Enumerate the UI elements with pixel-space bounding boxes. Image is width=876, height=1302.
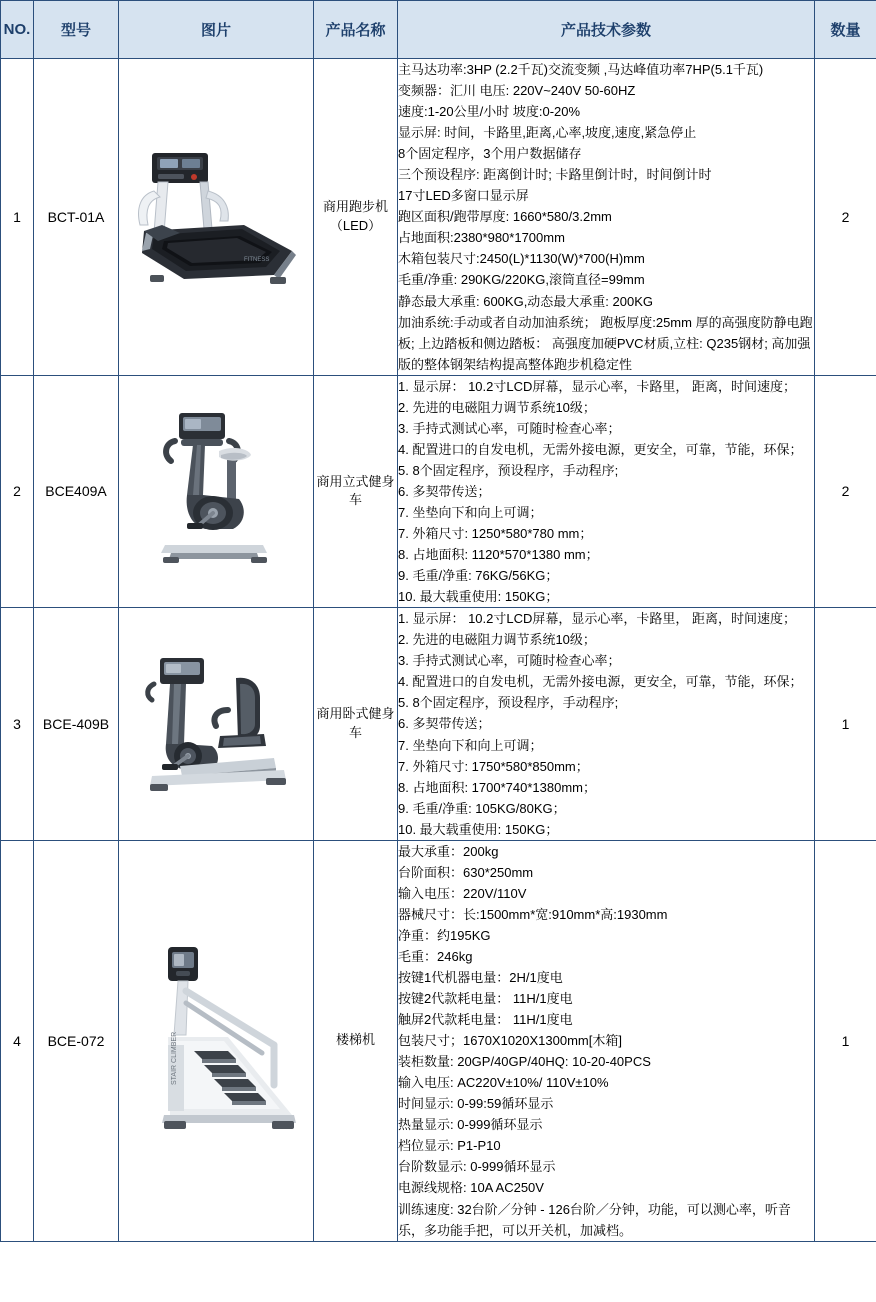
spec-line: 触屏2代款耗电量： 11H/1度电 (398, 1012, 573, 1028)
spec-line: 1. 显示屏： 10.2寸LCD屏幕，显示心率，卡路里， 距离，时间速度； (398, 378, 796, 394)
spec-line: 装柜数量: 20GP/40GP/40HQ: 10-20-40PCS (398, 1054, 651, 1070)
spec-line: 档位显示: P1-P10 (398, 1138, 501, 1154)
spec-line: 台阶面积：630*250mm (398, 864, 534, 880)
header-name: 产品名称 (314, 1, 398, 59)
row-quantity: 2 (815, 59, 876, 376)
spec-line: 占地面积:2380*980*1700mm (398, 230, 565, 246)
row-image-cell (119, 375, 314, 608)
spec-line: 跑区面积/跑带厚度: 1660*580/3.2mm (398, 209, 612, 225)
spec-line: 时间显示: 0-99:59循环显示 (398, 1096, 554, 1112)
row-model: BCT-01A (34, 59, 119, 376)
spec-line: 输入电压：220V/110V (398, 885, 527, 901)
table-header-row (1, 1, 876, 59)
spec-line: 6. 多契带传送； (398, 483, 491, 499)
spec-line: 4. 配置进口的自发电机，无需外接电源，更安全，可靠，节能，环保； (398, 674, 803, 690)
spec-line: 7. 外箱尺寸: 1750*580*850mm； (398, 758, 589, 774)
spec-line: 变频器：汇川 电压: 220V~240V 50-60HZ (398, 83, 636, 99)
row-image-cell (119, 59, 314, 376)
row-product-name: 楼梯机 (314, 840, 398, 1241)
table-row (1, 59, 876, 376)
header-qty: 数量 (815, 1, 876, 59)
spec-line: 按键1代机器电量：2H/1度电 (398, 970, 563, 986)
row-number: 3 (1, 608, 34, 841)
row-image-cell (119, 840, 314, 1241)
spec-line: 2. 先进的电磁阻力调节系统10级； (398, 632, 596, 648)
header-model: 型号 (34, 1, 119, 59)
spec-line: 3. 手持式测试心率，可随时检查心率； (398, 420, 621, 436)
spec-line: 净重：约195KG (398, 927, 491, 943)
spec-line: 5. 8个固定程序，预设程序，手动程序; (398, 462, 619, 478)
spec-line: 热量显示: 0-999循环显示 (398, 1117, 543, 1133)
recumbent-bike-photo (124, 634, 309, 809)
spec-line: 4. 配置进口的自发电机，无需外接电源，更安全，可靠，节能，环保； (398, 441, 803, 457)
header-image: 图片 (119, 1, 314, 59)
row-number: 4 (1, 840, 34, 1241)
spec-line: 加油系统:手动或者自动加油系统； 跑板厚度:25mm 厚的高强度防静电跑板; 上边踏板和侧边踏板： 高强度加硬PVC材质,立柱: Q235钢材; 高加强版的整体钢架结构提高整体跑步机稳定性 (398, 314, 813, 372)
spec-line: 7. 坐垫向下和向上可调； (398, 737, 543, 753)
svg-text:FITNESS: FITNESS (243, 257, 269, 264)
spec-line: 9. 毛重/净重: 105KG/80KG； (398, 800, 566, 816)
spec-line: 按键2代款耗电量： 11H/1度电 (398, 991, 573, 1007)
spec-line: 2. 先进的电磁阻力调节系统10级； (398, 399, 596, 415)
spec-line: 显示屏: 时间，卡路里,距离,心率,坡度,速度,紧急停止 (398, 125, 697, 141)
header-spec: 产品技术参数 (398, 1, 815, 59)
row-specs (398, 59, 815, 376)
row-specs (398, 608, 815, 841)
row-specs (398, 840, 815, 1241)
spec-line: 器械尺寸：长:1500mm*宽:910mm*高:1930mm (398, 906, 668, 922)
spec-line: 5. 8个固定程序，预设程序，手动程序; (398, 695, 619, 711)
spec-line: 9. 毛重/净重: 76KG/56KG； (398, 568, 559, 584)
spec-line: 毛重：246kg (398, 948, 473, 964)
row-image-cell (119, 608, 314, 841)
spec-line: 静态最大承重: 600KG,动态最大承重: 200KG (398, 293, 654, 309)
spec-line: 输入电压: AC220V±10%/ 110V±10% (398, 1075, 609, 1091)
table-row (1, 375, 876, 608)
spec-line: 8. 占地面积: 1700*740*1380mm； (398, 779, 596, 795)
spec-line: 7. 坐垫向下和向上可调； (398, 504, 543, 520)
row-number: 2 (1, 375, 34, 608)
row-product-name: 商用立式健身车 (314, 375, 398, 608)
spec-line: 训练速度: 32台阶／分钟 - 126台阶／分钟，功能，可以测心率，听音乐，多功能手把，可以开关机，加减档。 (398, 1201, 791, 1238)
table-row (1, 608, 876, 841)
spec-line: 10. 最大载重使用: 150KG； (398, 821, 559, 837)
row-model: BCE-409B (34, 608, 119, 841)
spec-line: 1. 显示屏： 10.2寸LCD屏幕，显示心率，卡路里， 距离，时间速度； (398, 611, 796, 627)
upright-bike-photo (141, 399, 291, 579)
spec-line: 电源线规格: 10A AC250V (398, 1180, 544, 1196)
header-no: NO. (1, 1, 34, 59)
row-quantity: 1 (815, 608, 876, 841)
spec-line: 速度:1-20公里/小时 坡度:0-20% (398, 104, 581, 120)
svg-text:STAIR CLIMBER: STAIR CLIMBER (170, 1032, 178, 1086)
spec-line: 包装尺寸；1670X1020X1300mm[木箱] (398, 1033, 622, 1049)
stair-climber-photo (124, 933, 309, 1143)
row-quantity: 1 (815, 840, 876, 1241)
spec-line: 3. 手持式测试心率，可随时检查心率； (398, 653, 621, 669)
spec-line: 最大承重：200kg (398, 843, 499, 859)
spec-line: 7. 外箱尺寸: 1250*580*780 mm； (398, 526, 593, 542)
row-number: 1 (1, 59, 34, 376)
spec-line: 10. 最大载重使用: 150KG； (398, 589, 559, 605)
row-product-name: 商用跑步机（LED） (314, 59, 398, 376)
row-model: BCE-072 (34, 840, 119, 1241)
spec-line: 主马达功率:3HP (2.2千瓦)交流变频 ,马达峰值功率7HP(5.1千瓦) (398, 62, 764, 77)
spec-line: 三个预设程序: 距离倒计时; 卡路里倒计时，时间倒计时 (398, 167, 712, 183)
spec-line: 6. 多契带传送； (398, 716, 491, 732)
spec-line: 17寸LED多窗口显示屏 (398, 188, 529, 204)
row-model: BCE409A (34, 375, 119, 608)
spec-line: 台阶数显示: 0-999循环显示 (398, 1159, 556, 1175)
spec-line: 8个固定程序，3个用户数据储存 (398, 146, 582, 162)
treadmill-photo (124, 129, 309, 299)
row-specs (398, 375, 815, 608)
spec-line: 木箱包装尺寸:2450(L)*1130(W)*700(H)mm (398, 251, 645, 267)
table-row (1, 840, 876, 1241)
spec-line: 8. 占地面积: 1120*570*1380 mm； (398, 547, 599, 563)
row-quantity: 2 (815, 375, 876, 608)
row-product-name: 商用卧式健身车 (314, 608, 398, 841)
spec-line: 毛重/净重: 290KG/220KG,滚筒直径=99mm (398, 272, 645, 288)
